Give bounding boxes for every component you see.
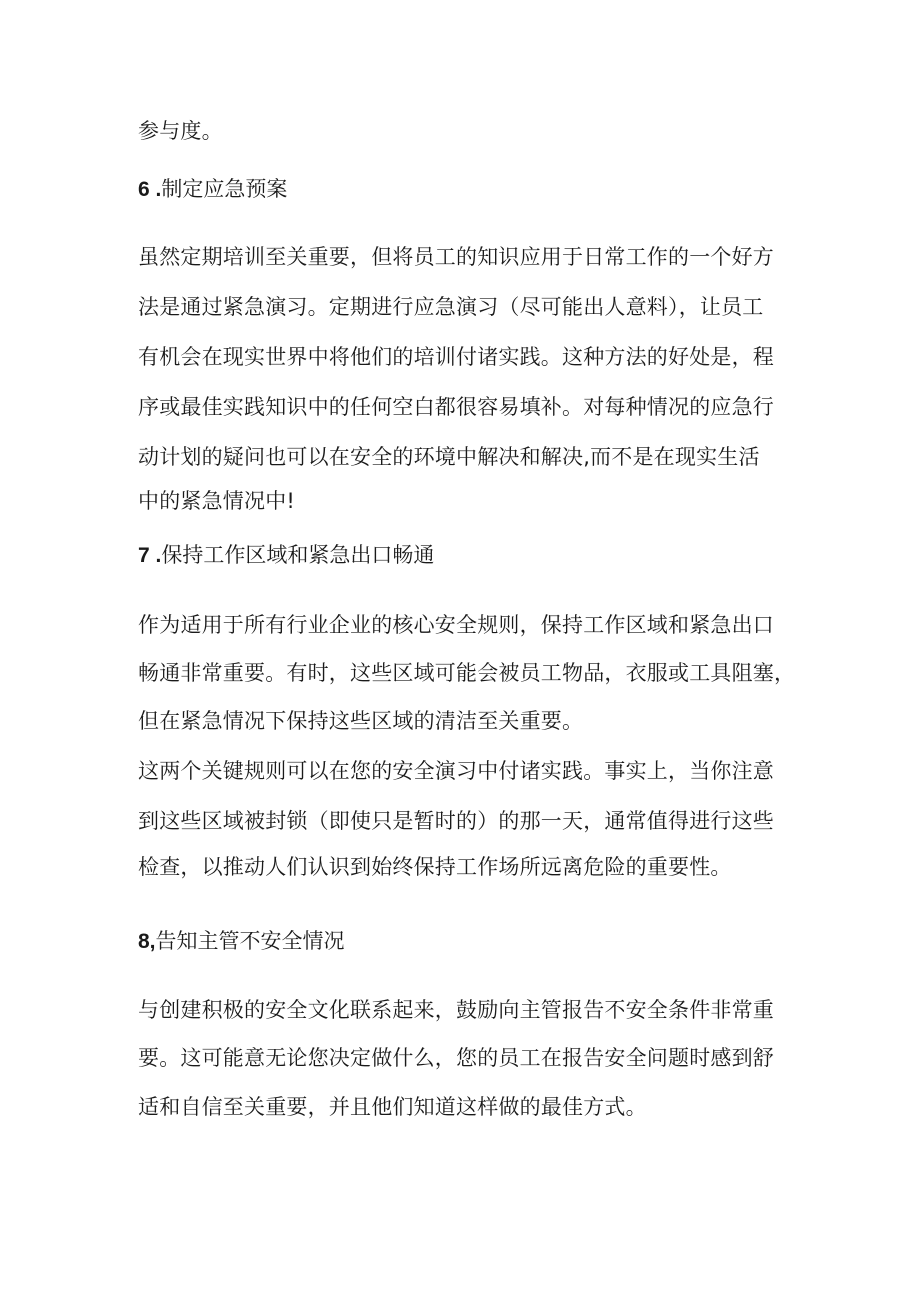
section-7-title: 保持工作区域和紧急出口畅通 xyxy=(161,543,435,567)
paragraph-line: 作为适用于所有行业企业的核心安全规则，保持工作区域和紧急出口 xyxy=(138,613,774,637)
paragraph-line: 虽然定期培训至关重要，但将员工的知识应用于日常工作的一个好方 xyxy=(138,245,774,269)
paragraph-line: 适和自信至关重要，并且他们知道这样做的最佳方式。 xyxy=(138,1095,647,1119)
paragraph-line: 与创建积极的安全文化联系起来，鼓励向主管报告不安全条件非常重 xyxy=(138,998,774,1022)
paragraph-line: 但在紧急情况下保持这些区域的清洁至关重要。 xyxy=(138,709,584,733)
section-8-number: 8, xyxy=(138,930,156,953)
section-7-number: 7 . xyxy=(138,544,162,567)
paragraph-line: 有机会在现实世界中将他们的培训付诸实践。这种方法的好处是，程 xyxy=(138,345,774,369)
section-7-heading xyxy=(138,540,434,571)
paragraph-line: 法是通过紧急演习。定期进行应急演习（尽可能出人意料），让员工 xyxy=(138,295,764,319)
section-8-heading xyxy=(138,926,345,957)
paragraph-line: 畅通非常重要。有时，这些区域可能会被员工物品，衣服或工具阻塞， xyxy=(138,661,796,685)
section-8-title: 告知主管不安全情况 xyxy=(155,929,345,953)
intro-tail-text: 参与度。 xyxy=(138,119,223,143)
paragraph-line: 要。这可能意无论您决定做什么，您的员工在报告安全问题时感到舒 xyxy=(138,1046,774,1070)
paragraph-line: 序或最佳实践知识中的任何空白都很容易填补。对每种情况的应急行 xyxy=(138,395,774,419)
paragraph-line: 中的紧急情况中! xyxy=(138,489,296,513)
paragraph-line: 这两个关键规则可以在您的安全演习中付诸实践。事实上，当你注意 xyxy=(138,759,774,783)
paragraph-line: 到这些区域被封锁（即使只是暂时的）的那一天，通常值得进行这些 xyxy=(138,809,774,833)
paragraph-line: 动计划的疑问也可以在安全的环境中解决和解决,而不是在现实生活 xyxy=(138,445,760,469)
section-6-title: 制定应急预案 xyxy=(161,177,288,201)
paragraph-line: 检查，以推动人们认识到始终保持工作场所远离危险的重要性。 xyxy=(138,855,732,879)
section-6-heading xyxy=(138,174,287,205)
section-6-number: 6 . xyxy=(138,178,162,201)
